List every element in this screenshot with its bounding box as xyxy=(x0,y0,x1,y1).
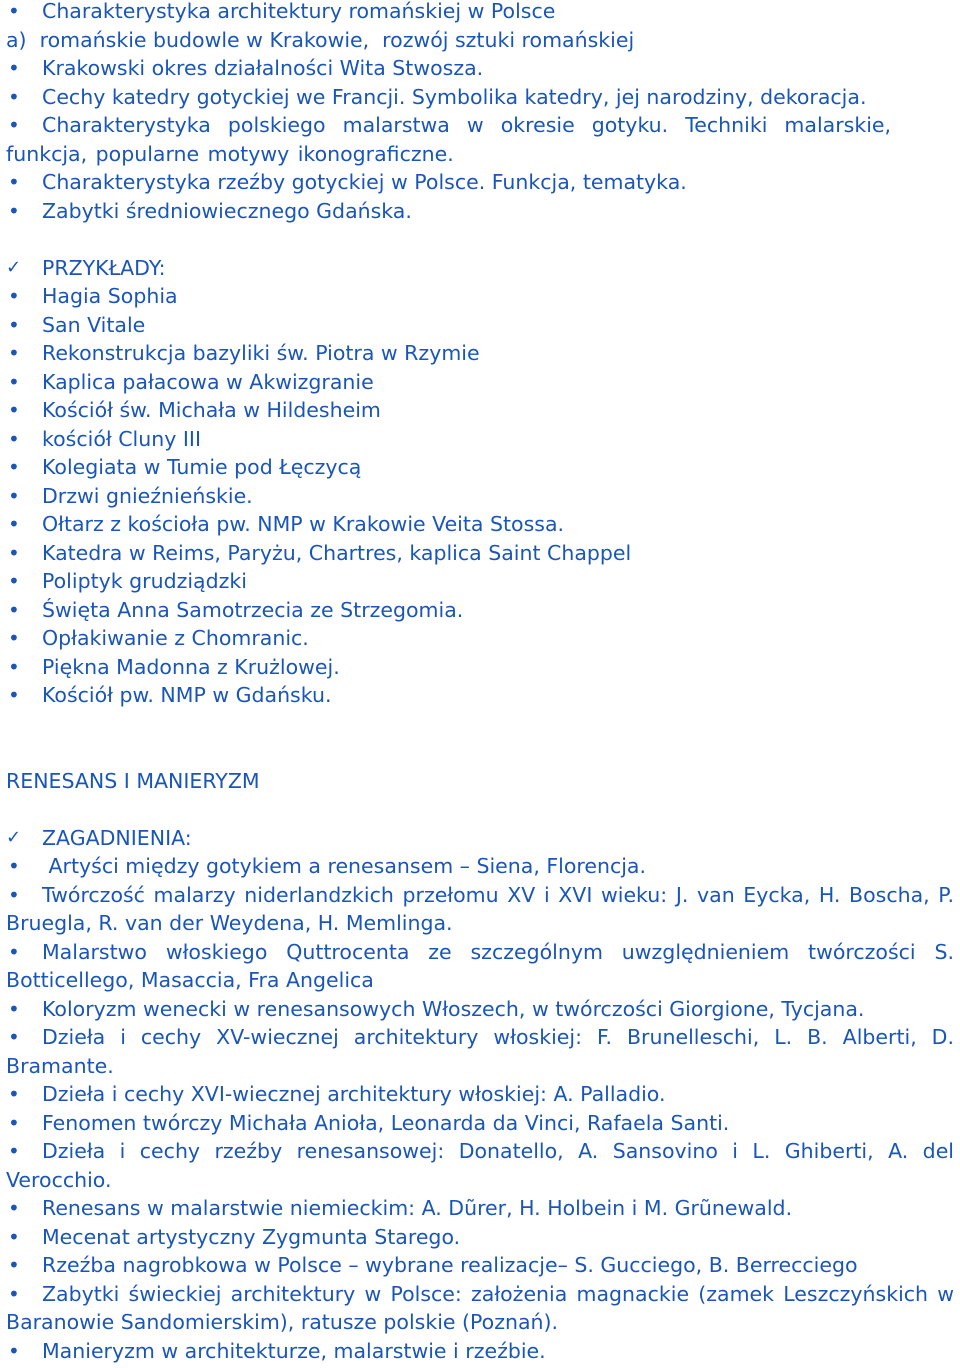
bullet-icon: • xyxy=(8,1196,20,1220)
checkmark-icon: ✓ xyxy=(6,826,22,848)
topics-heading: ✓ ZAGADNIENIA: xyxy=(0,824,960,853)
bullet-icon: • xyxy=(8,1139,20,1163)
bullet-icon: • xyxy=(8,198,20,223)
bullet-icon: • xyxy=(8,455,20,479)
bullet-icon: • xyxy=(8,683,20,707)
list-item: • Charakterystyka rzeźby gotyckiej w Polsce. Funkcja, tematyka. xyxy=(0,168,960,197)
bullet-icon: • xyxy=(8,84,20,109)
list-item: • Dzieła i cechy XVI-wiecznej architektury włoskiej: A. Palladio. xyxy=(0,1080,960,1109)
bullet-icon: • xyxy=(8,113,20,137)
bullet-icon: • xyxy=(8,398,20,422)
spacer xyxy=(0,710,960,767)
list-item: • Koloryzm wenecki w renesansowych Włoszech, w twórczości Giorgione, Tycjana. xyxy=(0,995,960,1024)
list-item: • Rzeźba nagrobkowa w Polsce – wybrane realizacje– S. Gucciego, B. Berrecciego xyxy=(0,1251,960,1280)
section-title: RENESANS I MANIERYZM xyxy=(6,768,260,793)
list-item: • Hagia Sophia xyxy=(0,282,960,311)
bullet-icon: • xyxy=(8,654,20,679)
bullet-icon: • xyxy=(8,369,20,394)
bullet-icon: • xyxy=(8,56,20,80)
list-item: • Malarstwo włoskiego Quttrocenta ze szczególnym uwzględnieniem twórczości S. Botticellego, Masaccia, Fra Angelica xyxy=(6,939,954,992)
bullet-icon: • xyxy=(8,1025,20,1049)
list-item: • Mecenat artystyczny Zygmunta Starego. xyxy=(0,1223,960,1252)
part1-list xyxy=(0,0,960,225)
list-item: • Renesans w malarstwie niemieckim: A. Dũrer, H. Holbein i M. Grũnewald. xyxy=(0,1194,960,1223)
spacer xyxy=(0,225,960,254)
bullet-icon: • xyxy=(8,426,20,451)
bullet-icon: • xyxy=(8,626,20,650)
bullet-icon: • xyxy=(8,284,20,308)
list-item: • Katedra w Reims, Paryżu, Chartres, kaplica Saint Chappel xyxy=(0,539,960,568)
list-item: • Kościół św. Michała w Hildesheim xyxy=(0,396,960,425)
list-item: • Manieryzm w architekturze, malarstwie i rzeźbie. xyxy=(0,1337,960,1366)
bullet-icon: • xyxy=(8,1224,20,1249)
bullet-icon: • xyxy=(8,854,20,878)
bullet-icon: • xyxy=(8,597,20,622)
list-item: • kościół Cluny III xyxy=(0,425,960,454)
list-item: • Kościół pw. NMP w Gdańsku. xyxy=(0,681,960,710)
list-item: • Cechy katedry gotyckiej we Francji. Symbolika katedry, jej narodziny, dekoracja. xyxy=(0,83,960,112)
list-item: • Kolegiata w Tumie pod Łęczycą xyxy=(0,453,960,482)
bullet-icon: • xyxy=(8,1338,20,1363)
list-item: • Ołtarz z kościoła pw. NMP w Krakowie Veita Stossa. xyxy=(0,510,960,539)
list-item: • Drzwi gnieźnieńskie. xyxy=(0,482,960,511)
list-item: • Charakterystyka architektury romańskiej w Polsce xyxy=(0,0,960,26)
bullet-icon: • xyxy=(8,996,20,1021)
list-item: • Opłakiwanie z Chomranic. xyxy=(0,624,960,653)
bullet-icon: • xyxy=(8,939,20,964)
bullet-icon: • xyxy=(8,882,20,907)
list-item: • Charakterystyka polskiego malarstwa w okresie gotyku. Techniki malarskie, funkcja, popularne motywy ikonograficzne. xyxy=(6,113,909,166)
bullet-icon: • xyxy=(8,0,20,23)
list-item: • Twórczość malarzy niderlandzkich przełomu XV i XVI wieku: J. van Eycka, H. Boscha, P. Bruegla, R. van der Weydena, H. Memlinga. xyxy=(6,882,954,935)
bullet-icon: • xyxy=(8,341,20,365)
bullet-icon: • xyxy=(8,483,20,508)
spacer xyxy=(0,795,960,824)
topics-section xyxy=(0,824,960,1366)
bullet-icon: • xyxy=(8,1281,20,1306)
list-item: • Poliptyk grudziądzki xyxy=(0,567,960,596)
list-item: • Rekonstrukcja bazyliki św. Piotra w Rzymie xyxy=(0,339,960,368)
list-item: • Zabytki świeckiej architektury w Polsce: założenia magnackie (zamek Leszczyńskich w Baranowie Sandomierskim), ratusze polskie (Poznań). xyxy=(6,1281,954,1334)
examples-section xyxy=(0,254,960,710)
list-item: • Piękna Madonna z Krużlowej. xyxy=(0,653,960,682)
checkmark-icon: ✓ xyxy=(6,256,22,278)
list-item: • Zabytki średniowiecznego Gdańska. xyxy=(0,197,960,226)
bullet-icon: • xyxy=(8,569,20,593)
bullet-icon: • xyxy=(8,170,20,194)
bullet-icon: • xyxy=(8,1110,20,1135)
list-item: • Dzieła i cechy XV-wiecznej architektury włoskiej: F. Brunelleschi, L. B. Alberti, D. Bramante. xyxy=(6,1025,954,1078)
examples-heading: ✓ PRZYKŁADY: xyxy=(0,254,960,283)
list-item: • Dzieła i cechy rzeźby renesansowej: Donatello, A. Sansovino i L. Ghiberti, A. del Verocchio. xyxy=(6,1139,954,1192)
list-item: • Krakowski okres działalności Wita Stwosza. xyxy=(0,54,960,83)
list-item: • San Vitale xyxy=(0,311,960,340)
bullet-icon: • xyxy=(8,1082,20,1106)
list-item: • Fenomen twórczy Michała Anioła, Leonarda da Vinci, Rafaela Santi. xyxy=(0,1109,960,1138)
list-item: • Kaplica pałacowa w Akwizgranie xyxy=(0,368,960,397)
bullet-icon: • xyxy=(8,1253,20,1277)
bullet-icon: • xyxy=(8,312,20,337)
list-item: • Artyści między gotykiem a renesansem – Siena, Florencja. xyxy=(0,852,960,881)
bullet-icon: • xyxy=(8,512,20,536)
list-item: • Święta Anna Samotrzecia ze Strzegomia. xyxy=(0,596,960,625)
bullet-icon: • xyxy=(8,540,20,565)
list-item: a) romańskie budowle w Krakowie, rozwój sztuki romańskiej xyxy=(6,27,635,52)
